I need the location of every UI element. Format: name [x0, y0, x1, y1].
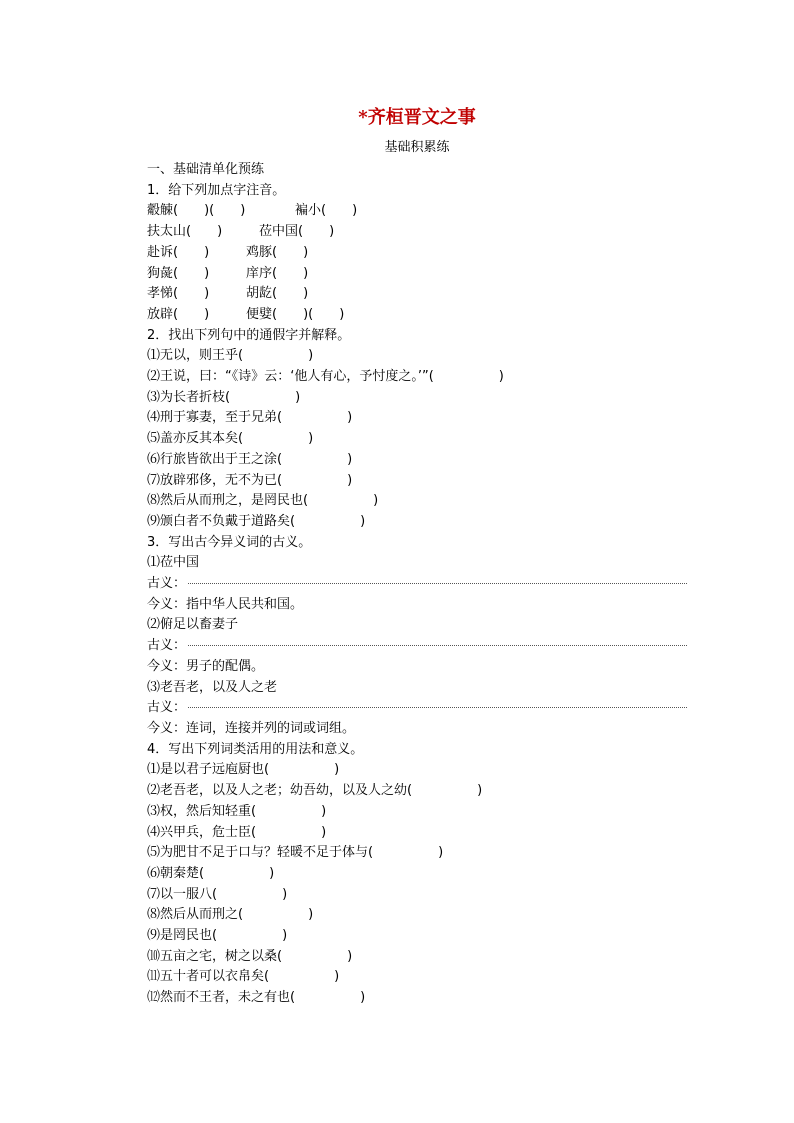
q3-phrase: ⑵俯足以畜妻子 [147, 617, 239, 633]
q1-item: 扶太山( ) [147, 224, 223, 240]
q4-item: ⑼是罔民也( ) [147, 928, 288, 944]
q1-row-4 [147, 264, 687, 285]
q3-modern: 今义：连词，连接并列的词或词组。 [147, 720, 356, 736]
q2-item: ⑸盖亦反其本矣( ) [147, 431, 314, 447]
q4-item: ⑵老吾老，以及人之老；幼吾幼，以及人之幼( ) [147, 783, 483, 799]
section-heading: 一、基础清单化预练 [147, 162, 265, 177]
q1-row-6 [147, 305, 687, 326]
q2-item: ⑹行旅皆欲出于王之涂( ) [147, 451, 353, 467]
question-1-heading: 1．给下列加点字注音。 [147, 182, 286, 198]
q4-item: ⑴是以君子远庖厨也( ) [147, 762, 340, 778]
q3-ancient-answer-line [147, 636, 687, 657]
q1-item: 放辟( ) [147, 306, 210, 322]
q4-item: ⑿然而不王者，未之有也( ) [147, 990, 366, 1006]
q1-item: 庠序( ) [246, 265, 309, 281]
answer-blank [188, 707, 687, 708]
q3-phrase: ⑴莅中国 [147, 555, 200, 571]
question-2-heading: 2．找出下列句中的通假字并解释。 [147, 327, 351, 343]
q1-item: 便嬖( )( ) [246, 306, 345, 322]
q3-modern: 今义：男子的配偶。 [147, 658, 265, 674]
q4-item: ⑻然后从而刑之( ) [147, 907, 314, 923]
document-page [147, 106, 687, 1009]
q2-item: ⑼颁白者不负戴于道路矣( ) [147, 513, 366, 529]
q1-row-1 [147, 201, 687, 222]
ancient-label: 古义： [147, 576, 187, 592]
question-4-heading: 4．写出下列词类活用的用法和意义。 [147, 741, 364, 757]
q1-item: 胡龁( ) [246, 286, 309, 302]
q1-row-3 [147, 243, 687, 264]
q4-item: ⑽五亩之宅，树之以桑( ) [147, 948, 353, 964]
q1-item: 赴诉( ) [147, 244, 210, 260]
q4-item: ⑾五十者可以衣帛矣( ) [147, 969, 340, 985]
q1-item: 褊小( ) [295, 203, 358, 219]
q1-row-5 [147, 284, 687, 305]
q1-row-2 [147, 222, 687, 243]
q1-item: 莅中国( ) [259, 224, 335, 240]
page-title: *齐桓晋文之事 [358, 107, 476, 128]
q1-item: 狗彘( ) [147, 265, 210, 281]
q4-item: ⑹朝秦楚( ) [147, 865, 275, 881]
question-3-heading: 3．写出古今异义词的古义。 [147, 534, 312, 550]
page-subtitle: 基础积累练 [384, 140, 450, 155]
q3-ancient-answer-line [147, 574, 687, 595]
q2-item: ⑵王说，曰：“《诗》云：‘他人有心，予忖度之。’”( ) [147, 369, 504, 385]
q4-item: ⑺以一服八( ) [147, 886, 288, 902]
q1-item: 鸡豚( ) [246, 244, 309, 260]
q3-modern: 今义：指中华人民共和国。 [147, 596, 304, 612]
q2-item: ⑷刑于寡妻，至于兄弟( ) [147, 410, 353, 426]
q2-item: ⑺放辟邪侈，无不为已( ) [147, 472, 353, 488]
q1-item: 觳觫( )( ) [147, 203, 246, 219]
q3-ancient-answer-line [147, 698, 687, 719]
q2-item: ⑶为长者折枝( ) [147, 389, 301, 405]
q4-item: ⑸为肥甘不足于口与？轻暖不足于体与( ) [147, 845, 444, 861]
q3-phrase: ⑶老吾老，以及人之老 [147, 679, 278, 695]
q4-item: ⑷兴甲兵，危士臣( ) [147, 824, 327, 840]
answer-blank [188, 645, 687, 646]
q4-item: ⑶权，然后知轻重( ) [147, 803, 327, 819]
q2-item: ⑴无以，则王乎( ) [147, 348, 314, 364]
q1-item: 孝悌( ) [147, 286, 210, 302]
q2-item: ⑻然后从而刑之，是罔民也( ) [147, 493, 379, 509]
ancient-label: 古义： [147, 638, 187, 654]
answer-blank [188, 583, 687, 584]
ancient-label: 古义： [147, 700, 187, 716]
